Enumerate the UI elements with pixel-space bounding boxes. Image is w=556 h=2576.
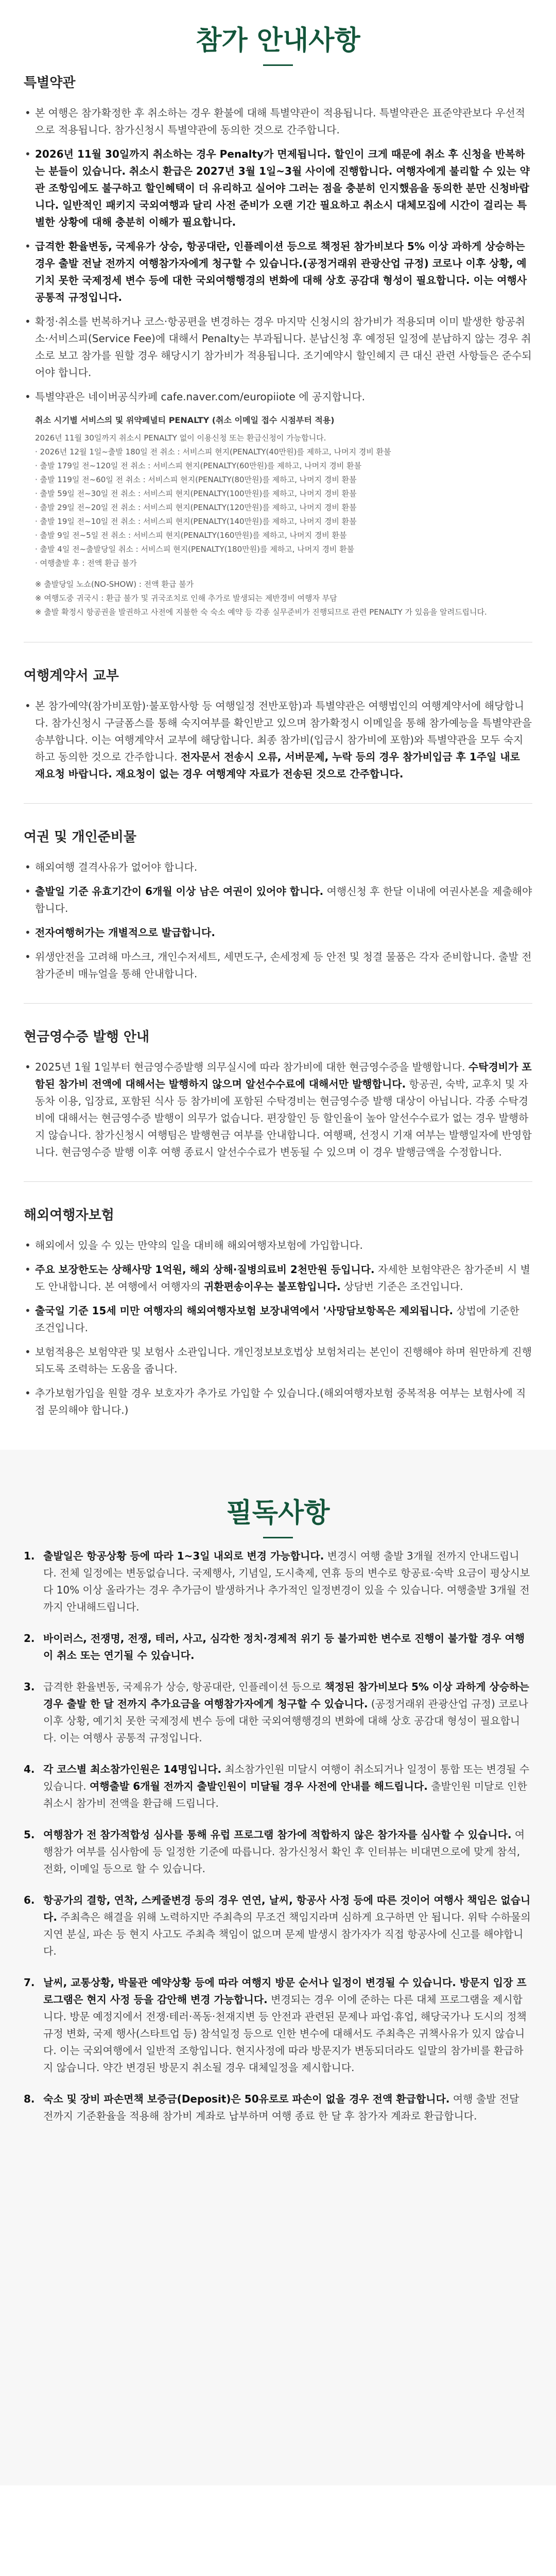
penalty-line: · 출발 179일 전~120일 전 취소 : 서비스피 현지(PENALTY(60만원)를 제하고, 나머지 경비 환불	[35, 461, 362, 470]
item-bold-text: 항공가의 결항, 연착, 스케줄변경 등의 경우 연연, 날씨, 항공사 사정 등에 따른 것이어 여행사 책임은 없습니다.	[43, 1894, 531, 1923]
item-number: 3.	[24, 1681, 35, 1693]
penalty-line: · 출발 59일 전~30일 전 취소 : 서비스피 현지(PENALTY(100만원)를 제하고, 나머지 경비 환불	[35, 489, 357, 498]
bullet-list	[24, 1059, 532, 1161]
penalty-line: · 2026년 12월 1일~출발 180일 전 취소 : 서비스피 현지(PENALTY(40만원)를 제하고, 나머지 경비 환불	[35, 447, 391, 456]
item-number: 5.	[24, 1828, 35, 1841]
item-number: 6.	[24, 1894, 35, 1906]
list-item	[24, 1059, 532, 1161]
must-read-title	[0, 1491, 556, 1548]
section-insurance	[24, 1181, 532, 1439]
list-item	[24, 859, 532, 876]
section-title: 현금영수증 발행 안내	[24, 1029, 150, 1045]
list-item	[24, 1237, 532, 1254]
section-contract	[24, 642, 532, 803]
must-read-item	[24, 1826, 532, 1877]
item-text: 여행참가 여부를 심사함에 등 일정한 기준에 따릅니다. 참가신청서 확인 후 인터뷰는 비대면으로에 맞게 참석, 전화, 이메일 등으로 할 수 있습니다.	[43, 1828, 525, 1875]
item-number: 4.	[24, 1763, 35, 1775]
penalty-note: ※ 출발 확정시 항공권을 발권하고 사전에 지불한 숙 숙소 예약 등 각종 실무준비가 진행되므로 관련 PENALTY 가 있음을 알려드립니다.	[35, 607, 487, 617]
bullet-list	[24, 698, 532, 783]
item-number: 1.	[24, 1550, 35, 1562]
penalty-line: · 출발 4일 전~출발당일 취소 : 서비스피 현지(PENALTY(180만원)를 제하고, 나머지 경비 환불	[35, 545, 355, 554]
must-read-item	[24, 1630, 532, 1664]
list-item	[24, 698, 532, 783]
penalty-line: · 출발 119일 전~60일 전 취소 : 서비스피 현지(PENALTY(80만원)를 제하고, 나머지 경비 환불	[35, 475, 357, 484]
item-text: 본 여행은 참가확정한 후 취소하는 경우 환불에 대해 특별약관이 적용됩니다. 특별약관은 표준약관보다 우선적으로 적용됩니다. 참가신청시 특별약관에 동의한 것으로 간주합니다.	[35, 107, 526, 136]
item-bold-text: 여행출발 6개월 전까지 출발인원이 미달될 경우 사전에 안내를 해드립니다.	[90, 1780, 428, 1792]
title-underline	[263, 64, 293, 66]
section-receipt	[24, 1003, 532, 1181]
item-text: (공정거래위 관광산업 규정) 코로나 이후 상황, 예기치 못한 국제정세 변수 등에 대한 국외여행행경의 변화에 대해 상호 공감대 형성이 필요합니다. 이는 여행사 공통적 규정입니다.	[43, 1698, 529, 1744]
section-title: 해외여행자보험	[24, 1208, 114, 1223]
must-read-item	[24, 1974, 532, 2076]
item-bold-text: 출발일은 항공상황 등에 따라 1~3일 내외로 변경 가능합니다.	[43, 1550, 324, 1562]
item-text: 보험적용은 보험약관 및 보험사 소관입니다. 개인정보보호법상 보험처리는 본인이 진행해야 하며 원만하게 진행되도록 조력하는 도움을 줍니다.	[35, 1346, 532, 1375]
bullet-list	[24, 105, 532, 405]
item-bold-text: 수탁경비가 포함된 참가비 전액에 대해서는 발행하지 않으며 알선수수료에 대해서만 발행합니다.	[35, 1061, 532, 1090]
penalty-heading: 취소 시기별 서비스의 및 위약페녈티 PENALTY (취소 이메일 접수 시점부터 적용)	[35, 415, 335, 425]
penalty-note: ※ 출발당일 노쇼(NO-SHOW) : 전액 환급 불가	[35, 580, 194, 589]
item-bold-text: 전자여행허가는 개별적으로 발급합니다.	[35, 926, 215, 939]
penalty-line: · 출발 19일 전~10일 전 취소 : 서비스피 현지(PENALTY(140만원)를 제하고, 나머지 경비 환불	[35, 517, 357, 526]
item-bold-text: 책정된 참가비보다 5% 이상 과하게 상승하는 경우 출발 한 달 전까지 추가요금을 여행참가자에게 청구할 수 있습니다.	[43, 1681, 529, 1710]
list-item	[24, 1344, 532, 1378]
item-bold-text: 숙소 및 장비 파손면책 보증금(Deposit)은 50유로로 파손이 없을 경우 전액 환급합니다.	[43, 2093, 450, 2105]
list-item	[24, 146, 532, 231]
item-text: 항공권, 숙박, 교후치 및 자동차 이용, 입장료, 포함된 식사 등 참가비에 포함된 수탁경비는 현금영수증 발행 대상이 아닙니다. 각종 수탁경비에 대해서는 현금영수증 발행이 의무가 없습니다. 편장할인 등 할인율이 높아 알선수수료가 없는 경우 발행하지 않습니다. 참가신청시 여행팀은 발행현금 여부를 안내합니다. 여행팩, 선정시 기재 여부는 발행일자에 반영합니다. 현금영수증 발행 이후 여행 종료시 알선수수료가 변동될 수 있으며 이 경우 발행금액을 수정합니다.	[35, 1078, 532, 1158]
penalty-line: 2026년 11월 30일까지 취소시 PENALTY 없이 이용신청 또는 환급신청이 가능합니다.	[35, 433, 326, 443]
list-item	[24, 1385, 532, 1419]
item-text: 주최측은 해결을 위해 노력하지만 주최측의 무조건 책임지라며 심하게 요구하면 안 됩니다. 위탁 수하물의 지연 분실, 파손 등 현지 사고도 주최측 책임이 없으며 문제 발생시 참가자가 직접 항공사에 신고를 해야합니다.	[43, 1911, 531, 1957]
item-text: 상법에 기준한 조건입니다.	[35, 1304, 519, 1334]
list-item	[24, 948, 532, 982]
item-text: 최소참가인원 미달시 여행이 취소되거나 일정이 통합 또는 변경될 수 있습니다.	[43, 1763, 530, 1792]
must-read-item	[24, 1892, 532, 1960]
section-passport	[24, 803, 532, 1003]
item-text: 해외에서 있을 수 있는 만약의 일을 대비해 해외여행자보험에 가입합니다.	[35, 1239, 363, 1251]
item-bold-text: 출국일 기준 15세 미만 여행자의 해외여행자보험 보장내역에서 '사망담보항목은 제외됩니다.	[35, 1304, 454, 1317]
section-title: 특별약관	[24, 75, 76, 91]
item-bold-text: 바이러스, 전쟁명, 전쟁, 테러, 사고, 심각한 정치·경제적 위기 등 불가피한 변수로 진행이 불가할 경우 여행이 취소 또는 연기될 수 있습니다.	[43, 1632, 525, 1662]
item-text: 특별약관은 네이버공식카페 cafe.naver.com/europiiote 에 공지합니다.	[35, 391, 365, 403]
list-item	[24, 313, 532, 381]
item-bold-text: 출발일 기준 유효기간이 6개월 이상 남은 여권이 있어야 합니다.	[35, 885, 324, 897]
item-text: 2025년 1월 1일부터 현금영수증발행 의무실시에 따라 참가비에 대한 현금영수증을 발행합니다.	[35, 1061, 468, 1073]
section-title: 여권 및 개인준비물	[24, 829, 137, 845]
must-read-item	[24, 1679, 532, 1747]
section-title: 여행계약서 교부	[24, 668, 119, 684]
item-text: 출발인원 미달로 인한 취소시 참가비 전액을 환급해 드립니다.	[43, 1780, 527, 1809]
list-item	[24, 883, 532, 917]
item-text: 본 참가예약(참가비포함)·불포함사항 등 여행일정 전반포함)과 특별약관은 여행법인의 여행계약서에 해당합니다. 참가신청시 구글폼스를 통해 숙지여부를 확인받고 있으며 참가확정시 이메일을 통해 참가예능을 특별약관을 송부합니다. 이는 여행계약서 교부에 해당합니다. 최종 참가비(입금시 참가비에 포함)와 특별약관을 모두 숙지하고 동의한 것으로 간주합니다.	[35, 700, 532, 763]
item-text: 추가보험가입을 원할 경우 보호자가 추가로 가입할 수 있습니다.(해외여행자보험 중복적용 여부는 보험사에 직접 문의해야 합니다.)	[35, 1387, 526, 1416]
must-read-band	[0, 1450, 556, 2485]
item-text: 해외여행 결격사유가 없어야 합니다.	[35, 861, 198, 873]
item-text: 위생안전을 고려해 마스크, 개인수저세트, 세면도구, 손세정제 등 안전 및 청결 물품은 각자 준비합니다. 출발 전 참가준비 매뉴얼을 통해 안내합니다.	[35, 951, 532, 980]
penalty-line: · 출발 29일 전~20일 전 취소 : 서비스피 현지(PENALTY(120만원)를 제하고, 나머지 경비 환불	[35, 503, 357, 512]
item-bold-text: 급격한 환율변동, 국제유가 상승, 항공대란, 인플레이션 등으로 책정된 참가비보다 5% 이상 과하게 상승하는 경우 출발 전날 전까지 여행참가자에게 청구할 수 있습니다.(공정거래위 관광산업 규정) 코로나 이후 상황, 예기치 못한 국제정세 변수 등에 대한 국외여행행경의 변화에 대해 상호 공감대 형성이 필요합니다. 이는 여행사 공통적 규정입니다.	[35, 240, 527, 303]
item-text: 변경되는 경우 이에 준하는 다른 대체 프로그램을 제시합니다. 방문 예정지에서 전쟁·테러·폭동·천재지변 등 안전과 관련된 문제나 파업·휴업, 해당국가나 도시의 정책 규정 변화, 국제 행사(스타트업 등) 참석일정 등으로 인한 변수에 대해서도 주최측은 귀책사유가 있지 않습니다. 이는 국외여행에서 일반적 조항입니다. 현지사정에 따라 방문지가 변동되더라도 일말의 참가비를 환급하지 않습니다. 약간 변경된 방문지 취소될 경우 대체일정을 제시합니다.	[43, 1993, 527, 2074]
list-item	[24, 924, 532, 941]
item-bold-text: 날씨, 교통상황, 박물관 예약상황 등에 따라 여행지 방문 순서나 일정이 변경될 수 있습니다. 방문지 입장 프로그램은 현지 사정 등을 감안해 변경 가능합니다.	[43, 1976, 527, 2006]
penalty-line: · 출발 9일 전~5일 전 취소 : 서비스피 현지(PENALTY(160만원)를 제하고, 나머지 경비 환불	[35, 531, 347, 540]
must-read-item	[24, 1548, 532, 1616]
item-bold-text: 여행참가 전 참가적합성 심사를 통해 유럽 프로그램 참가에 적합하지 않은 참가자를 심사할 수 있습니다.	[43, 1828, 512, 1841]
item-text: 자세한 보험약관은 참가준비 시 별도 안내합니다. 본 여행에서 여행자의	[35, 1263, 530, 1293]
item-text: 변경시 여행 출발 3개월 전까지 안내드립니다. 전체 일정에는 변동없습니다. 국제행사, 기념일, 도시축제, 연휴 등의 변수로 항공료·숙박 요금이 평상시보다 10% 이상 올라가는 경우 추가금이 발생하거나 추가적인 일정변경이 있을 수 있습니다. 여행출발 3개월 전까지 안내해드립니다.	[43, 1550, 530, 1613]
must-read-title-text: 필독사항	[226, 1498, 330, 1529]
must-read-list	[24, 1548, 532, 2125]
title-underline	[263, 1537, 293, 1538]
item-number: 7.	[24, 1976, 35, 1989]
list-item	[24, 1261, 532, 1295]
list-item	[24, 388, 532, 405]
item-bold-text: 2026년 11월 30일까지 취소하는 경우 Penalty가 면제됩니다. 할인이 크게 때문에 취소 후 신청을 반복하는 분들이 있습니다. 취소시 환급은 2027년 3월 1일~3월 사이에 진행합니다. 여행자에게 불리할 수 있는 약관 조항임에도 불구하고 할인혜택이 더 유리하고 실어야 그러는 점을 충분히 인지했음을 동의한 분만 신청바랍니다. 일반적인 패키지 국외여행과 달리 사전 준비가 오랜 기간 필요하고 취소시 대체모집에 시간이 걸리는 특별한 상황에 대해 충분히 이해가 필요합니다.	[35, 148, 530, 228]
item-number: 2.	[24, 1632, 35, 1645]
item-text: 급격한 환율변동, 국제유가 상승, 항공대란, 인플레이션 등으로	[43, 1681, 325, 1693]
item-bold-text: 귀환편송이우는 불포함입니다.	[203, 1280, 341, 1293]
page-title	[0, 0, 556, 68]
page-title-text: 참가 안내사항	[196, 25, 360, 56]
item-text: 확정·취소를 번복하거나 코스·항공편을 변경하는 경우 마지막 신청시의 참가비가 적용되며 이미 발생한 항공취소·서비스피(Service Fee)에 대해서 Penalty는 부과됩니다. 분납신청 후 예정된 일정에 분납하지 않는 경우 취소로 보고 참가를 원할 경우 해당시기 참가비가 적용됩니다. 조기예약시 할인혜지 큰 대신 관련 사항들은 준수되어야 합니다.	[35, 315, 532, 379]
penalty-schedule	[35, 414, 532, 619]
must-read-item	[24, 2091, 532, 2125]
bullet-list	[24, 1237, 532, 1419]
item-text: 여행신청 후 한달 이내에 여권사본을 제출해야 합니다.	[35, 885, 532, 914]
item-text: 상담번 기준은 조건입니다.	[340, 1280, 463, 1293]
penalty-note: ※ 여행도중 귀국시 : 환급 불가 및 귀국조치로 인해 추가로 발생되는 제반경비 여행자 부담	[35, 594, 337, 603]
info-sections	[24, 68, 532, 1439]
list-item	[24, 105, 532, 139]
list-item	[24, 1302, 532, 1336]
penalty-line: · 여행출발 후 : 전액 환급 불가	[35, 558, 137, 568]
item-text: 여행 출발 전달 전까지 기준환율을 적용해 참가비 계좌로 납부하며 여행 종료 한 달 후 참가자 계좌로 환급합니다.	[43, 2093, 519, 2122]
section-special-terms	[24, 68, 532, 642]
item-number: 8.	[24, 2093, 35, 2105]
item-bold-text: 주요 보장한도는 상해사망 1억원, 해외 상해·질병의료비 2천만원 등입니다.	[35, 1263, 375, 1276]
list-item	[24, 238, 532, 306]
item-bold-text: 전자문서 전송시 오류, 서버문제, 누락 등의 경우 참가비입금 후 1주일 내로 재요청 바랍니다. 재요청이 없는 경우 여행계약 자료가 전송된 것으로 간주합니다.	[35, 751, 520, 780]
bullet-list	[24, 859, 532, 982]
item-bold-text: 각 코스별 최소참가인원은 14명입니다.	[43, 1763, 222, 1775]
must-read-item	[24, 1761, 532, 1812]
